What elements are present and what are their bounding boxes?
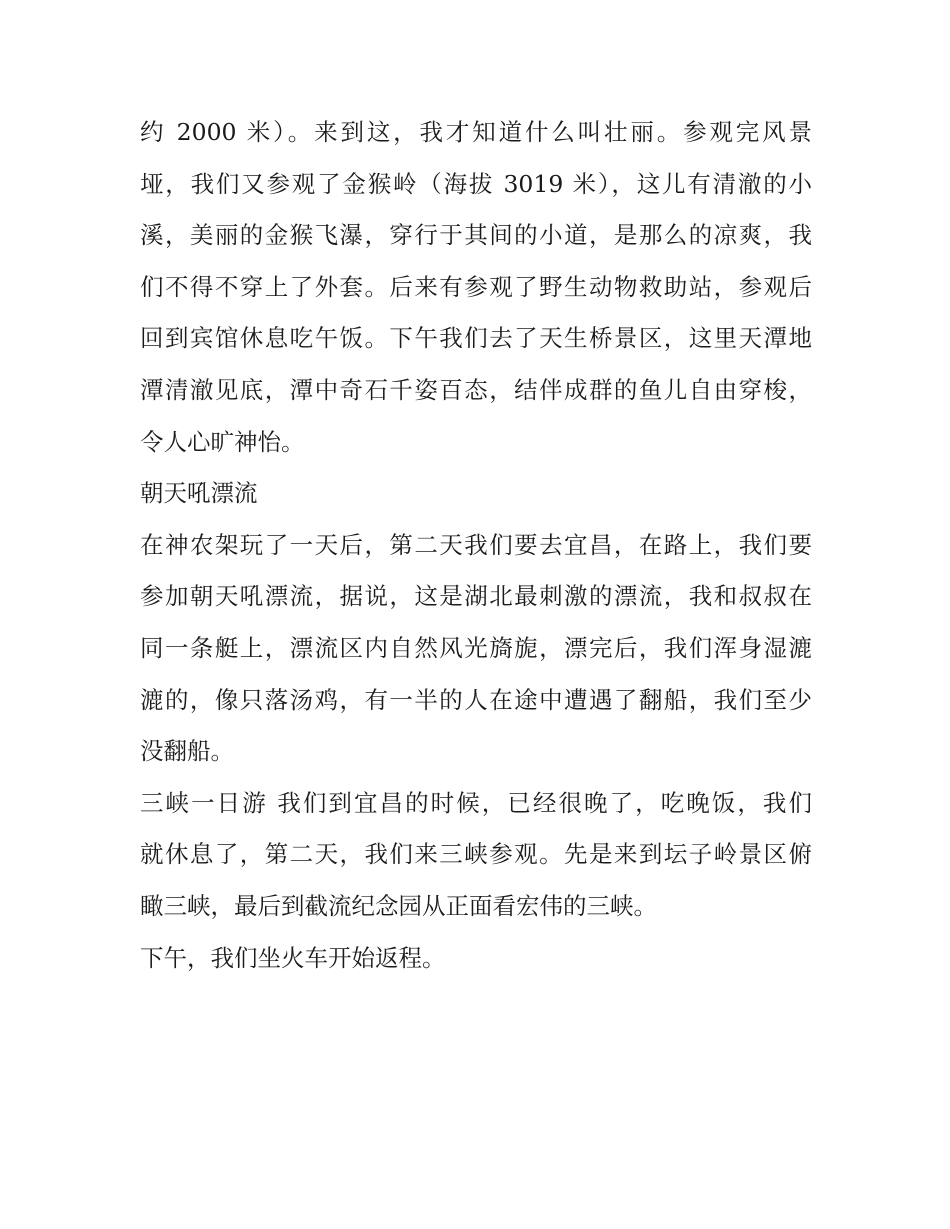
text-line: 回到宾馆休息吃午饭。下午我们去了天生桥景区，这里天潭地	[140, 324, 812, 353]
text-line: 漉的，像只落汤鸡，有一半的人在途中遭遇了翻船，我们至少	[140, 685, 812, 714]
text-line: 三峡一日游 我们到宜昌的时候，已经很晚了，吃晚饭，我们	[140, 788, 812, 817]
text-line: 同一条艇上，漂流区内自然风光旖旎，漂完后，我们浑身湿漉	[140, 633, 812, 662]
text-line: 约 2000 米）。来到这，我才知道什么叫壮丽。参观完风景	[140, 118, 812, 146]
text-line: 瞰三峡，最后到截流纪念园从正面看宏伟的三峡。	[140, 891, 657, 920]
text-line: 没翻船。	[140, 737, 234, 766]
text-line: 在神农架玩了一天后，第二天我们要去宜昌，在路上，我们要	[140, 530, 812, 559]
document-body	[140, 107, 812, 984]
text-line: 下午，我们坐火车开始返程。	[140, 943, 446, 972]
text-line: 溪，美丽的金猴飞瀑，穿行于其间的小道，是那么的凉爽，我	[140, 221, 812, 250]
text-line: 们不得不穿上了外套。后来有参观了野生动物救助站，参观后	[140, 272, 812, 301]
text-line: 就休息了，第二天，我们来三峡参观。先是来到坛子岭景区俯	[140, 840, 812, 869]
text-line: 参加朝天吼漂流，据说，这是湖北最刺激的漂流，我和叔叔在	[140, 582, 812, 611]
section-heading: 朝天吼漂流	[140, 479, 258, 508]
text-line: 潭清澈见底，潭中奇石千姿百态，结伴成群的鱼儿自由穿梭，	[140, 375, 812, 404]
text-line: 垭，我们又参观了金猴岭（海拔 3019 米），这儿有清澈的小	[140, 169, 812, 198]
text-line: 令人心旷神怡。	[140, 427, 305, 456]
